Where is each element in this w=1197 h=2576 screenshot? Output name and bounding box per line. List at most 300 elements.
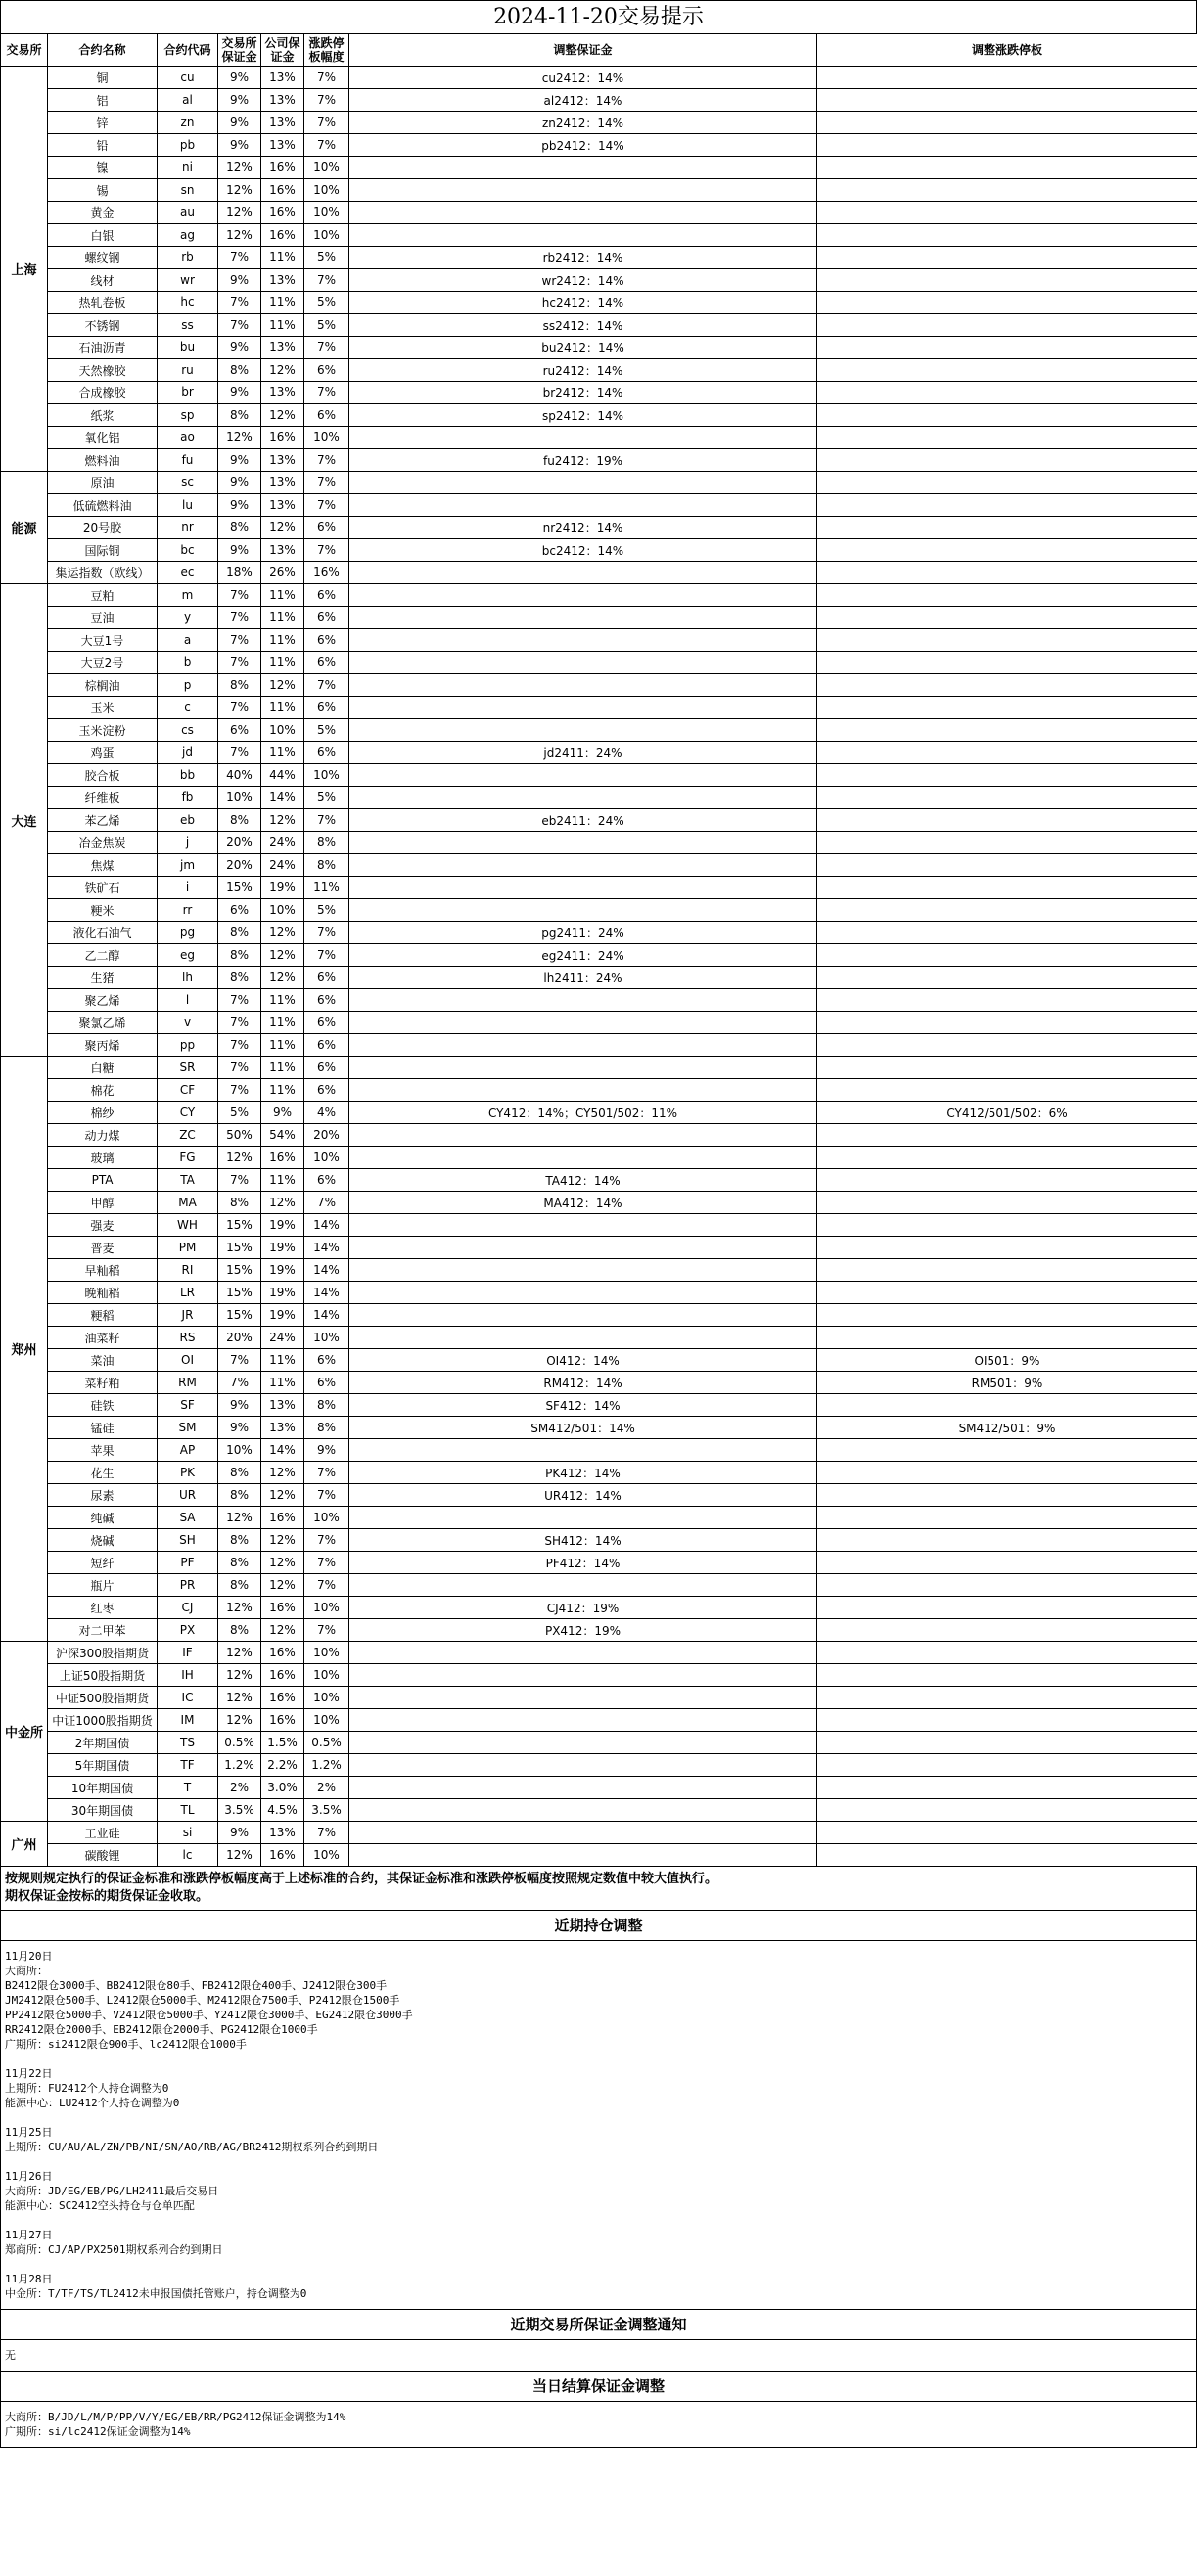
- contract-name-cell: 铅: [48, 134, 158, 157]
- contract-name-cell: 短纤: [48, 1552, 158, 1574]
- company-margin-cell: 13%: [261, 269, 304, 292]
- contract-code-cell: au: [158, 202, 218, 224]
- contract-name-cell: 合成橡胶: [48, 382, 158, 404]
- company-margin-cell: 16%: [261, 427, 304, 449]
- adjusted-margin-cell: [349, 427, 817, 449]
- exchange-margin-cell: 8%: [218, 1484, 261, 1507]
- exchange-margin-cell: 9%: [218, 494, 261, 517]
- contract-code-cell: lh: [158, 967, 218, 989]
- margin-table: [0, 33, 1197, 1867]
- contract-code-cell: IC: [158, 1687, 218, 1709]
- table-row: [1, 1124, 1197, 1147]
- adjusted-limit-cell: [817, 1439, 1197, 1462]
- exchange-margin-cell: 12%: [218, 179, 261, 202]
- adjusted-margin-cell: [349, 1304, 817, 1327]
- table-row: [1, 652, 1197, 674]
- contract-name-cell: 镍: [48, 157, 158, 179]
- company-margin-cell: 11%: [261, 1012, 304, 1034]
- contract-name-cell: 普麦: [48, 1237, 158, 1259]
- price-limit-cell: 7%: [304, 944, 349, 967]
- contract-code-cell: rr: [158, 899, 218, 922]
- adjusted-margin-cell: [349, 1574, 817, 1597]
- exchange-margin-cell: 6%: [218, 719, 261, 742]
- table-row: [1, 359, 1197, 382]
- adjusted-margin-cell: al2412：14%: [349, 89, 817, 112]
- company-margin-cell: 12%: [261, 1574, 304, 1597]
- company-margin-cell: 2.2%: [261, 1754, 304, 1777]
- section-body: 11月20日 大商所： B2412限仓3000手、BB2412限仓80手、FB2412限仓400手、J2412限仓300手 JM2412限仓500手、L2412限仓5000手、M2412限仓7500手、P2412限仓1500手 PP2412限仓5000手、V2412限仓5000手、Y2412限仓3000手、EG2412限仓3000手 RR2412限仓2000手、EB2412限仓2000手、PG2412限仓1000手 广期所：si2412限仓900手、lc2412限仓1000手 11月22日 上期所：FU2412个人持仓调整为0 能源中心：LU2412个人持仓调整为0 11月25日 上期所：CU/AU/AL/ZN/PB/NI/SN/AO/RB/AG/BR2412期权系列合约到期日 11月26日 大商所：JD/EG/EB/PG/LH2411最后交易日 能源中心：SC2412空头持仓与仓单匹配 11月27日 郑商所：CJ/AP/PX2501期权系列合约到期日 11月28日 中金所：T/TF/TS/TL2412未申报国债托管账户，持仓调整为0: [0, 1941, 1197, 2309]
- contract-code-cell: l: [158, 989, 218, 1012]
- price-limit-cell: 8%: [304, 1394, 349, 1417]
- exchange-margin-cell: 9%: [218, 1417, 261, 1439]
- price-limit-cell: 10%: [304, 427, 349, 449]
- company-margin-cell: 16%: [261, 1844, 304, 1867]
- company-margin-cell: 16%: [261, 1147, 304, 1169]
- table-row: [1, 134, 1197, 157]
- contract-name-cell: 国际铜: [48, 539, 158, 562]
- adjusted-margin-cell: [349, 1732, 817, 1754]
- table-row: [1, 989, 1197, 1012]
- adjusted-margin-cell: [349, 1687, 817, 1709]
- exchange-margin-cell: 15%: [218, 1214, 261, 1237]
- table-row: [1, 1282, 1197, 1304]
- adjusted-limit-cell: [817, 1507, 1197, 1529]
- company-margin-cell: 12%: [261, 674, 304, 697]
- exchange-margin-cell: 8%: [218, 404, 261, 427]
- adjusted-limit-cell: [817, 224, 1197, 247]
- header-company-margin: 公司保证金: [261, 34, 304, 67]
- contract-name-cell: 沪深300股指期货: [48, 1642, 158, 1664]
- adjusted-limit-cell: [817, 1844, 1197, 1867]
- company-margin-cell: 11%: [261, 1372, 304, 1394]
- adjusted-margin-cell: eg2411：24%: [349, 944, 817, 967]
- adjusted-margin-cell: [349, 652, 817, 674]
- price-limit-cell: 6%: [304, 607, 349, 629]
- contract-code-cell: hc: [158, 292, 218, 314]
- adjusted-limit-cell: [817, 1777, 1197, 1799]
- table-row: [1, 1079, 1197, 1102]
- adjusted-limit-cell: [817, 1664, 1197, 1687]
- company-margin-cell: 13%: [261, 449, 304, 472]
- adjusted-limit-cell: [817, 1754, 1197, 1777]
- price-limit-cell: 7%: [304, 809, 349, 832]
- adjusted-limit-cell: [817, 562, 1197, 584]
- adjusted-margin-cell: PF412：14%: [349, 1552, 817, 1574]
- exchange-margin-cell: 8%: [218, 922, 261, 944]
- contract-code-cell: SR: [158, 1057, 218, 1079]
- company-margin-cell: 13%: [261, 382, 304, 404]
- adjusted-margin-cell: [349, 562, 817, 584]
- adjusted-margin-cell: [349, 719, 817, 742]
- adjusted-limit-cell: [817, 404, 1197, 427]
- exchange-margin-cell: 12%: [218, 1147, 261, 1169]
- contract-code-cell: PR: [158, 1574, 218, 1597]
- adjusted-limit-cell: [817, 832, 1197, 854]
- adjusted-limit-cell: [817, 494, 1197, 517]
- contract-code-cell: WH: [158, 1214, 218, 1237]
- exchange-margin-cell: 9%: [218, 449, 261, 472]
- price-limit-cell: 14%: [304, 1237, 349, 1259]
- contract-name-cell: 燃料油: [48, 449, 158, 472]
- page-title: 2024-11-20交易提示: [0, 0, 1197, 33]
- contract-code-cell: jd: [158, 742, 218, 764]
- contract-code-cell: cs: [158, 719, 218, 742]
- company-margin-cell: 14%: [261, 1439, 304, 1462]
- contract-code-cell: TF: [158, 1754, 218, 1777]
- adjusted-margin-cell: [349, 1259, 817, 1282]
- table-row: [1, 1552, 1197, 1574]
- company-margin-cell: 16%: [261, 1709, 304, 1732]
- table-row: [1, 1709, 1197, 1732]
- contract-code-cell: ss: [158, 314, 218, 337]
- adjusted-margin-cell: fu2412：19%: [349, 449, 817, 472]
- company-margin-cell: 12%: [261, 517, 304, 539]
- table-row: [1, 922, 1197, 944]
- adjusted-limit-cell: [817, 157, 1197, 179]
- exchange-margin-cell: 9%: [218, 89, 261, 112]
- table-row: [1, 1327, 1197, 1349]
- contract-name-cell: 天然橡胶: [48, 359, 158, 382]
- adjusted-limit-cell: OI501：9%: [817, 1349, 1197, 1372]
- price-limit-cell: 14%: [304, 1304, 349, 1327]
- adjusted-margin-cell: [349, 1327, 817, 1349]
- company-margin-cell: 16%: [261, 157, 304, 179]
- price-limit-cell: 6%: [304, 967, 349, 989]
- adjusted-margin-cell: zn2412：14%: [349, 112, 817, 134]
- company-margin-cell: 13%: [261, 1417, 304, 1439]
- company-margin-cell: 19%: [261, 1282, 304, 1304]
- price-limit-cell: 7%: [304, 1462, 349, 1484]
- contract-name-cell: 工业硅: [48, 1822, 158, 1844]
- price-limit-cell: 6%: [304, 697, 349, 719]
- price-limit-cell: 6%: [304, 629, 349, 652]
- company-margin-cell: 13%: [261, 89, 304, 112]
- adjusted-limit-cell: [817, 1394, 1197, 1417]
- header-contract-name: 合约名称: [48, 34, 158, 67]
- price-limit-cell: 10%: [304, 1687, 349, 1709]
- exchange-margin-cell: 18%: [218, 562, 261, 584]
- company-margin-cell: 19%: [261, 1259, 304, 1282]
- contract-code-cell: p: [158, 674, 218, 697]
- adjusted-margin-cell: [349, 764, 817, 787]
- adjusted-margin-cell: wr2412：14%: [349, 269, 817, 292]
- price-limit-cell: 5%: [304, 314, 349, 337]
- contract-code-cell: JR: [158, 1304, 218, 1327]
- exchange-margin-cell: 7%: [218, 247, 261, 269]
- exchange-margin-cell: 7%: [218, 1057, 261, 1079]
- contract-code-cell: CF: [158, 1079, 218, 1102]
- price-limit-cell: 0.5%: [304, 1732, 349, 1754]
- table-row: [1, 404, 1197, 427]
- table-row: [1, 1844, 1197, 1867]
- price-limit-cell: 6%: [304, 1034, 349, 1057]
- exchange-margin-cell: 8%: [218, 1574, 261, 1597]
- adjusted-margin-cell: [349, 697, 817, 719]
- adjusted-limit-cell: [817, 1642, 1197, 1664]
- price-limit-cell: 6%: [304, 1057, 349, 1079]
- company-margin-cell: 13%: [261, 134, 304, 157]
- adjusted-limit-cell: [817, 1574, 1197, 1597]
- price-limit-cell: 7%: [304, 1484, 349, 1507]
- table-row: [1, 314, 1197, 337]
- table-row: [1, 517, 1197, 539]
- exchange-margin-cell: 9%: [218, 112, 261, 134]
- contract-name-cell: 氧化铝: [48, 427, 158, 449]
- adjusted-margin-cell: [349, 494, 817, 517]
- adjusted-limit-cell: [817, 1057, 1197, 1079]
- header-adjusted-margin: 调整保证金: [349, 34, 817, 67]
- contract-name-cell: 铁矿石: [48, 877, 158, 899]
- table-row: [1, 337, 1197, 359]
- price-limit-cell: 10%: [304, 1147, 349, 1169]
- table-header-row: [1, 34, 1197, 67]
- company-margin-cell: 11%: [261, 1079, 304, 1102]
- section-heading: 当日结算保证金调整: [0, 2371, 1197, 2402]
- adjusted-margin-cell: [349, 877, 817, 899]
- contract-code-cell: al: [158, 89, 218, 112]
- contract-code-cell: RS: [158, 1327, 218, 1349]
- company-margin-cell: 13%: [261, 337, 304, 359]
- contract-code-cell: ao: [158, 427, 218, 449]
- exchange-margin-cell: 2%: [218, 1777, 261, 1799]
- table-row: [1, 1214, 1197, 1237]
- table-row: [1, 247, 1197, 269]
- company-margin-cell: 16%: [261, 179, 304, 202]
- adjusted-limit-cell: SM412/501：9%: [817, 1417, 1197, 1439]
- adjusted-limit-cell: [817, 1147, 1197, 1169]
- price-limit-cell: 7%: [304, 269, 349, 292]
- price-limit-cell: 20%: [304, 1124, 349, 1147]
- contract-name-cell: 棕榈油: [48, 674, 158, 697]
- table-row: [1, 224, 1197, 247]
- table-row: [1, 494, 1197, 517]
- contract-code-cell: ru: [158, 359, 218, 382]
- table-row: [1, 427, 1197, 449]
- contract-code-cell: SH: [158, 1529, 218, 1552]
- exchange-margin-cell: 12%: [218, 1642, 261, 1664]
- table-row: [1, 1754, 1197, 1777]
- contract-code-cell: PF: [158, 1552, 218, 1574]
- contract-name-cell: 聚丙烯: [48, 1034, 158, 1057]
- company-margin-cell: 12%: [261, 1552, 304, 1574]
- contract-code-cell: SM: [158, 1417, 218, 1439]
- adjusted-limit-cell: [817, 292, 1197, 314]
- company-margin-cell: 19%: [261, 1237, 304, 1259]
- adjusted-limit-cell: [817, 1732, 1197, 1754]
- adjusted-limit-cell: [817, 1462, 1197, 1484]
- contract-name-cell: 大豆2号: [48, 652, 158, 674]
- adjusted-limit-cell: [817, 1214, 1197, 1237]
- adjusted-margin-cell: lh2411：24%: [349, 967, 817, 989]
- price-limit-cell: 10%: [304, 764, 349, 787]
- price-limit-cell: 6%: [304, 1012, 349, 1034]
- contract-code-cell: bb: [158, 764, 218, 787]
- exchange-margin-cell: 9%: [218, 1394, 261, 1417]
- company-margin-cell: 10%: [261, 899, 304, 922]
- sections: [0, 1910, 1197, 2448]
- adjusted-margin-cell: [349, 1214, 817, 1237]
- exchange-margin-cell: 20%: [218, 1327, 261, 1349]
- adjusted-limit-cell: [817, 877, 1197, 899]
- company-margin-cell: 24%: [261, 832, 304, 854]
- table-row: [1, 584, 1197, 607]
- exchange-margin-cell: 8%: [218, 517, 261, 539]
- contract-code-cell: UR: [158, 1484, 218, 1507]
- exchange-margin-cell: 7%: [218, 1169, 261, 1192]
- price-limit-cell: 10%: [304, 1507, 349, 1529]
- table-row: [1, 1259, 1197, 1282]
- exchange-margin-cell: 20%: [218, 832, 261, 854]
- table-row: [1, 967, 1197, 989]
- company-margin-cell: 14%: [261, 787, 304, 809]
- adjusted-limit-cell: [817, 1259, 1197, 1282]
- adjusted-margin-cell: [349, 1282, 817, 1304]
- contract-code-cell: j: [158, 832, 218, 854]
- company-margin-cell: 12%: [261, 967, 304, 989]
- price-limit-cell: 6%: [304, 652, 349, 674]
- adjusted-margin-cell: cu2412：14%: [349, 67, 817, 89]
- price-limit-cell: 5%: [304, 899, 349, 922]
- table-row: [1, 877, 1197, 899]
- table-row: [1, 899, 1197, 922]
- section-heading: 近期持仓调整: [0, 1910, 1197, 1941]
- contract-name-cell: 苯乙烯: [48, 809, 158, 832]
- contract-code-cell: sn: [158, 179, 218, 202]
- table-row: [1, 1102, 1197, 1124]
- table-row: [1, 1597, 1197, 1619]
- contract-name-cell: 红枣: [48, 1597, 158, 1619]
- exchange-margin-cell: 12%: [218, 1844, 261, 1867]
- contract-name-cell: 黄金: [48, 202, 158, 224]
- price-limit-cell: 6%: [304, 1079, 349, 1102]
- price-limit-cell: 7%: [304, 449, 349, 472]
- adjusted-limit-cell: [817, 584, 1197, 607]
- header-adjusted-limit: 调整涨跌停板: [817, 34, 1197, 67]
- adjusted-limit-cell: [817, 697, 1197, 719]
- price-limit-cell: 14%: [304, 1214, 349, 1237]
- table-row: [1, 1012, 1197, 1034]
- adjusted-margin-cell: [349, 202, 817, 224]
- company-margin-cell: 24%: [261, 854, 304, 877]
- exchange-margin-cell: 12%: [218, 202, 261, 224]
- contract-name-cell: 线材: [48, 269, 158, 292]
- exchange-margin-cell: 40%: [218, 764, 261, 787]
- price-limit-cell: 7%: [304, 539, 349, 562]
- adjusted-limit-cell: [817, 809, 1197, 832]
- contract-name-cell: 上证50股指期货: [48, 1664, 158, 1687]
- adjusted-limit-cell: [817, 1799, 1197, 1822]
- adjusted-limit-cell: [817, 449, 1197, 472]
- company-margin-cell: 11%: [261, 607, 304, 629]
- adjusted-limit-cell: [817, 112, 1197, 134]
- contract-code-cell: m: [158, 584, 218, 607]
- exchange-margin-cell: 15%: [218, 1282, 261, 1304]
- price-limit-cell: 10%: [304, 179, 349, 202]
- adjusted-limit-cell: [817, 899, 1197, 922]
- contract-code-cell: si: [158, 1822, 218, 1844]
- exchange-margin-cell: 7%: [218, 292, 261, 314]
- company-margin-cell: 13%: [261, 1822, 304, 1844]
- company-margin-cell: 11%: [261, 292, 304, 314]
- contract-code-cell: lu: [158, 494, 218, 517]
- exchange-margin-cell: 7%: [218, 607, 261, 629]
- table-row: [1, 1169, 1197, 1192]
- adjusted-margin-cell: MA412：14%: [349, 1192, 817, 1214]
- contract-code-cell: IH: [158, 1664, 218, 1687]
- contract-name-cell: 豆油: [48, 607, 158, 629]
- contract-name-cell: 纸浆: [48, 404, 158, 427]
- table-row: [1, 1664, 1197, 1687]
- price-limit-cell: 10%: [304, 1642, 349, 1664]
- contract-code-cell: cu: [158, 67, 218, 89]
- price-limit-cell: 7%: [304, 1822, 349, 1844]
- contract-name-cell: 对二甲苯: [48, 1619, 158, 1642]
- adjusted-limit-cell: [817, 719, 1197, 742]
- price-limit-cell: 6%: [304, 359, 349, 382]
- adjusted-margin-cell: [349, 1507, 817, 1529]
- contract-code-cell: wr: [158, 269, 218, 292]
- exchange-cell: 上海: [1, 67, 48, 472]
- table-row: [1, 67, 1197, 89]
- contract-name-cell: 原油: [48, 472, 158, 494]
- table-row: [1, 1777, 1197, 1799]
- company-margin-cell: 13%: [261, 67, 304, 89]
- table-row: [1, 1822, 1197, 1844]
- adjusted-limit-cell: [817, 922, 1197, 944]
- table-row: [1, 674, 1197, 697]
- contract-name-cell: 苹果: [48, 1439, 158, 1462]
- company-margin-cell: 16%: [261, 224, 304, 247]
- table-row: [1, 269, 1197, 292]
- adjusted-margin-cell: [349, 787, 817, 809]
- contract-code-cell: SF: [158, 1394, 218, 1417]
- contract-name-cell: 5年期国债: [48, 1754, 158, 1777]
- contract-code-cell: bu: [158, 337, 218, 359]
- contract-name-cell: 30年期国债: [48, 1799, 158, 1822]
- exchange-margin-cell: 8%: [218, 1529, 261, 1552]
- contract-name-cell: 集运指数（欧线）: [48, 562, 158, 584]
- contract-code-cell: TA: [158, 1169, 218, 1192]
- table-row: [1, 697, 1197, 719]
- adjusted-limit-cell: [817, 1687, 1197, 1709]
- adjusted-limit-cell: [817, 1327, 1197, 1349]
- adjusted-limit-cell: [817, 1012, 1197, 1034]
- exchange-margin-cell: 1.2%: [218, 1754, 261, 1777]
- section-body: 无: [0, 2340, 1197, 2371]
- exchange-margin-cell: 8%: [218, 944, 261, 967]
- adjusted-margin-cell: [349, 179, 817, 202]
- table-row: [1, 764, 1197, 787]
- company-margin-cell: 11%: [261, 989, 304, 1012]
- company-margin-cell: 12%: [261, 359, 304, 382]
- price-limit-cell: 7%: [304, 337, 349, 359]
- adjusted-limit-cell: [817, 472, 1197, 494]
- company-margin-cell: 3.0%: [261, 1777, 304, 1799]
- adjusted-limit-cell: [817, 674, 1197, 697]
- table-row: [1, 854, 1197, 877]
- price-limit-cell: 6%: [304, 989, 349, 1012]
- company-margin-cell: 4.5%: [261, 1799, 304, 1822]
- price-limit-cell: 8%: [304, 832, 349, 854]
- price-limit-cell: 11%: [304, 877, 349, 899]
- adjusted-limit-cell: [817, 742, 1197, 764]
- exchange-cell: 郑州: [1, 1057, 48, 1642]
- exchange-margin-cell: 10%: [218, 1439, 261, 1462]
- company-margin-cell: 12%: [261, 1462, 304, 1484]
- adjusted-margin-cell: [349, 1057, 817, 1079]
- adjusted-limit-cell: [817, 629, 1197, 652]
- contract-name-cell: 锡: [48, 179, 158, 202]
